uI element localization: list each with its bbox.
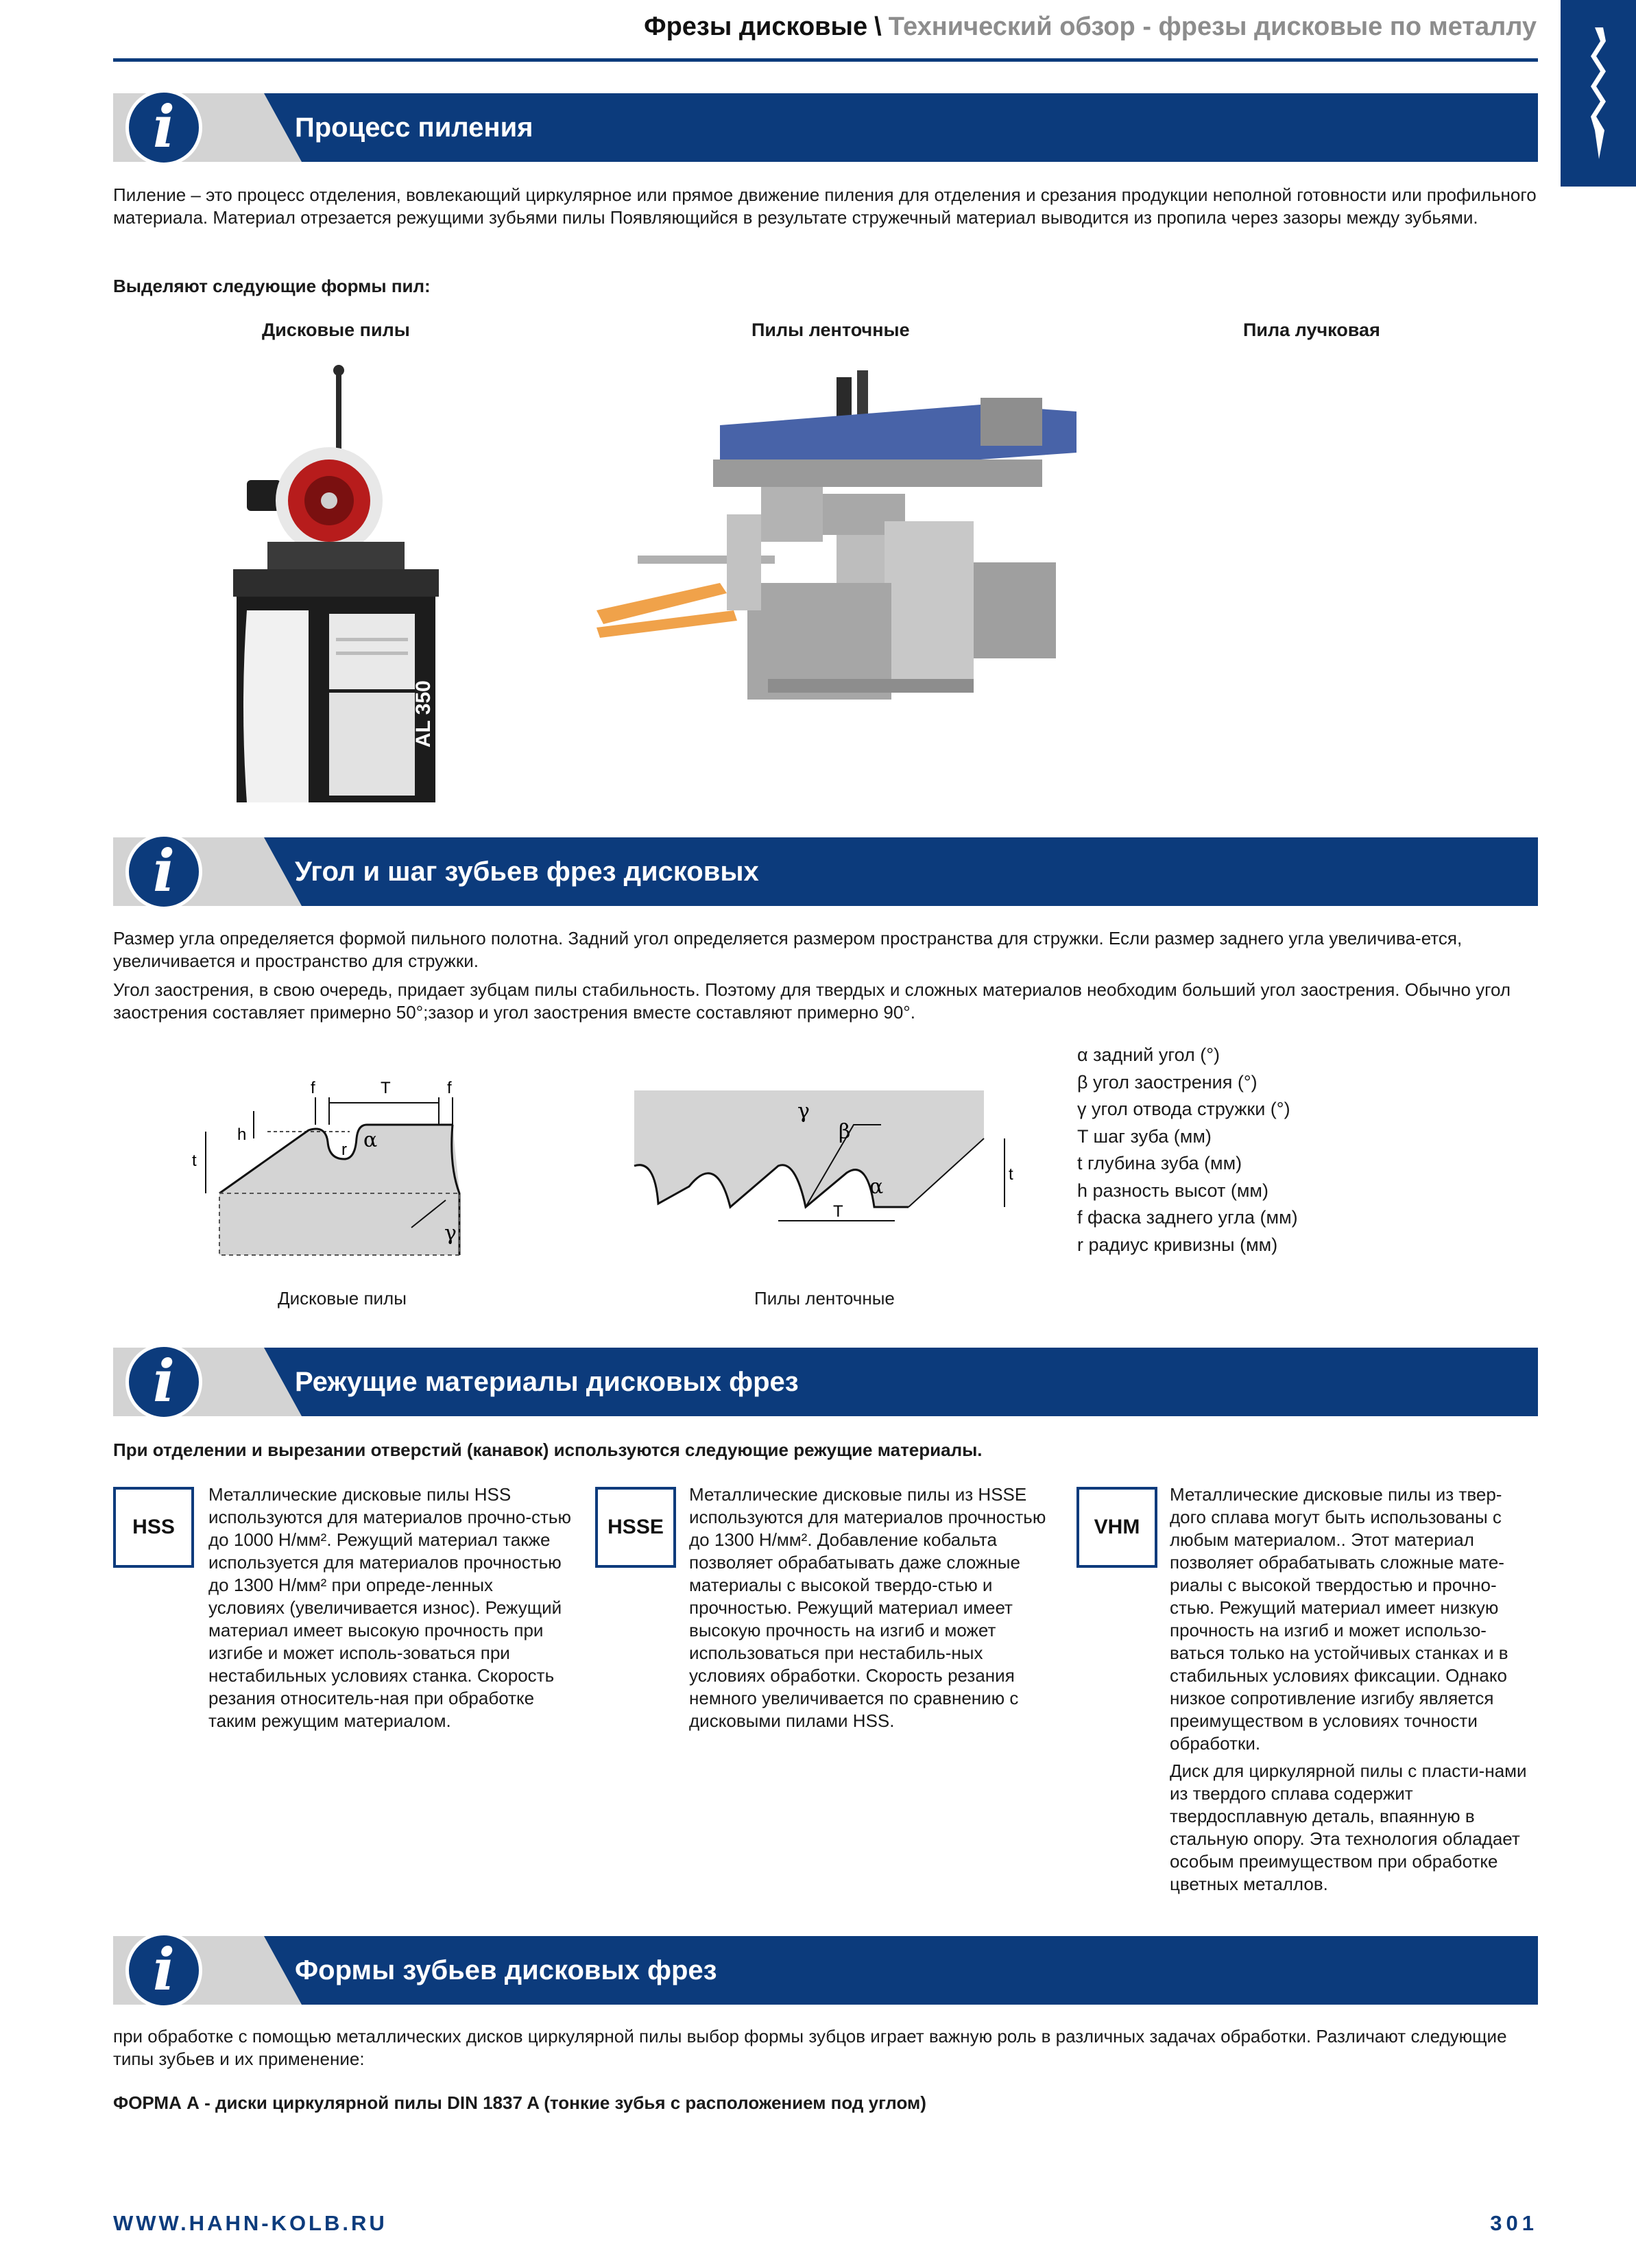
chapter-tab [1561, 0, 1636, 187]
angle-text-paragraph-2: Угол заострения, в свою очередь, придает зубцам пилы стабильность. Поэтому для твердых и сложных материалов необходим больший угол заострения. Обычно угол заострения составляет примерно 50°;зазор и угол заострения вместе составляют примерно 90°. [113, 979, 1511, 1023]
section-title: Угол и шаг зубьев фрез дисковых [295, 857, 759, 887]
info-icon: i [125, 89, 202, 166]
page-header-title [644, 12, 1537, 42]
section-title: Процесс пиления [295, 112, 533, 143]
label-alpha: α [363, 1128, 378, 1152]
footer-website: WWW.HAHN-KOLB.RU [113, 2211, 387, 2235]
material-code-badge-vhm: VHM [1076, 1487, 1157, 1568]
label-r: r [341, 1141, 347, 1159]
machine-model-label: AL 350 [412, 680, 435, 748]
info-icon: i [125, 833, 202, 910]
label-f-left: f [311, 1079, 315, 1097]
diagram-caption-circular: Дисковые пилы [278, 1288, 407, 1309]
legend-item: h разность высот (мм) [1077, 1180, 1268, 1201]
diagram-caption-band: Пилы ленточные [754, 1288, 895, 1309]
column-heading-circular-saws: Дисковые пилы [262, 320, 410, 340]
label-t: t [1009, 1165, 1013, 1184]
label-h: h [237, 1125, 247, 1144]
material-description-hss [208, 1483, 572, 1737]
label-gamma: γ [797, 1099, 810, 1123]
legend-item: f фаска заднего угла (мм) [1077, 1207, 1298, 1228]
material-paragraph: Металлические дисковые пилы из твер-дого сплава могут быть использованы с любым материалом.. Этот материал позволяет обрабатывать сложные мате-риалы с высокой твердостью и прочно-стью. Режущий материал имеет низкую прочность на изгиб и может использо-ваться только на устойчивых станках и в стабильных условиях фиксации. Однако низкое сопротивление изгибу является преимуществом в условиях точности обработки. [1170, 1484, 1508, 1754]
label-t: t [192, 1151, 197, 1170]
label-f-right: f [447, 1079, 452, 1097]
section-banner-sawing-process [113, 93, 1538, 162]
sawing-process-text: Пиление – это процесс отделения, вовлекающий циркулярное или прямое движение пиления для отделения и срезания продукции неполной готовности или профильного материала. Материал отрезается режущими зубьями пилы Появляющийся в результате стружечный материал выводится из пропила через зазоры между зубьями. [113, 184, 1537, 228]
band-saw-tooth-diagram [621, 1084, 1025, 1255]
material-paragraph: Диск для циркулярной пилы с пласти-нами из твердого сплава содержит твердосплавную деталь, впаянную в стальную опору. Эта технология обладает особым преимуществом при обработке цветных металлов. [1170, 1760, 1527, 1894]
label-T: T [833, 1202, 843, 1221]
legend-item: α задний угол (°) [1077, 1045, 1220, 1065]
legend-item: γ угол отвода стружки (°) [1077, 1099, 1290, 1119]
header-rule [113, 58, 1538, 62]
section-title: Режущие материалы дисковых фрез [295, 1367, 799, 1397]
header-title-main: Фрезы дисковые [644, 12, 868, 41]
legend-item: T шаг зуба (мм) [1077, 1125, 1212, 1147]
band-saw-machine-image [597, 357, 1076, 734]
section-banner-cutting-materials [113, 1348, 1538, 1416]
header-separator: \ [874, 12, 882, 41]
material-description-hsse [689, 1483, 1052, 1737]
legend-item: r радиус кривизны (мм) [1077, 1234, 1278, 1255]
material-code-badge-hss: HSS [113, 1487, 194, 1568]
circular-saw-tooth-diagram [185, 1070, 507, 1262]
label-T: T [381, 1079, 391, 1097]
material-paragraph: Металлические дисковые пилы HSS используются для материалов прочно-стью до 1000 Н/мм². Режущий материал также используется для материалов прочностью до 1300 Н/мм² при опреде-ленных условиях (увеличивается износ). Режущий материал имеет высокую прочность при изгибе и может исполь-зоваться при нестабильных условиях станка. Скорость резания относитель-ная при обработке таким режущим материалом. [208, 1484, 571, 1731]
column-heading-band-saws: Пилы ленточные [751, 320, 910, 340]
legend-item: β угол заострения (°) [1077, 1071, 1258, 1093]
drill-bit-icon [1561, 0, 1636, 187]
page-number: 301 [1490, 2211, 1538, 2235]
header-title-sub: Технический обзор - фрезы дисковые по металлу [888, 12, 1537, 41]
section-banner-tooth-shapes [113, 1936, 1538, 2005]
column-heading-bow-saw: Пила лучковая [1243, 320, 1380, 340]
saw-forms-heading: Выделяют следующие формы пил: [113, 276, 431, 296]
section-title: Формы зубьев дисковых фрез [295, 1955, 717, 1985]
cutting-materials-intro: При отделении и вырезании отверстий (канавок) используются следующие режущие материалы. [113, 1440, 983, 1460]
material-description-vhm [1170, 1483, 1533, 1900]
material-paragraph: Металлические дисковые пилы из HSSE используются для материалов прочностью до 1300 Н/мм². Добавление кобальта позволяет обрабатывать даже сложные материалы с высокой твердо-стью и прочностью. Режущий материал имеет высокую прочность на изгиб и может использоваться при нестабиль-ных условиях обработки. Скорость резания немного увеличивается по сравнению с дисковыми пилами HSS. [689, 1484, 1046, 1731]
label-alpha: α [869, 1175, 884, 1199]
label-beta: β [839, 1120, 851, 1144]
form-a-heading: ФОРМА А - диски циркулярной пилы DIN 1837 A (тонкие зубья с расположением под углом) [113, 2092, 926, 2113]
section-banner-tooth-angle-pitch [113, 837, 1538, 906]
symbol-legend [1077, 1042, 1298, 1258]
angle-text-paragraph-1: Размер угла определяется формой пильного полотна. Задний угол определяется размером пространства для стружки. Если размер заднего угла увеличива-ется, увеличивается и пространство для стружки. [113, 928, 1463, 971]
legend-item: t глубина зуба (мм) [1077, 1153, 1242, 1173]
circular-saw-machine-image [226, 363, 453, 802]
info-icon: i [125, 1344, 202, 1420]
label-gamma: γ [444, 1221, 457, 1245]
material-code-badge-hsse: HSSE [595, 1487, 676, 1568]
info-icon: i [125, 1932, 202, 2009]
tooth-shapes-text: при обработке с помощью металлических дисков циркулярной пилы выбор формы зубцов играет важную роль в различных задачах обработки. Различают следующие типы зубьев и их применение: [113, 2026, 1507, 2069]
